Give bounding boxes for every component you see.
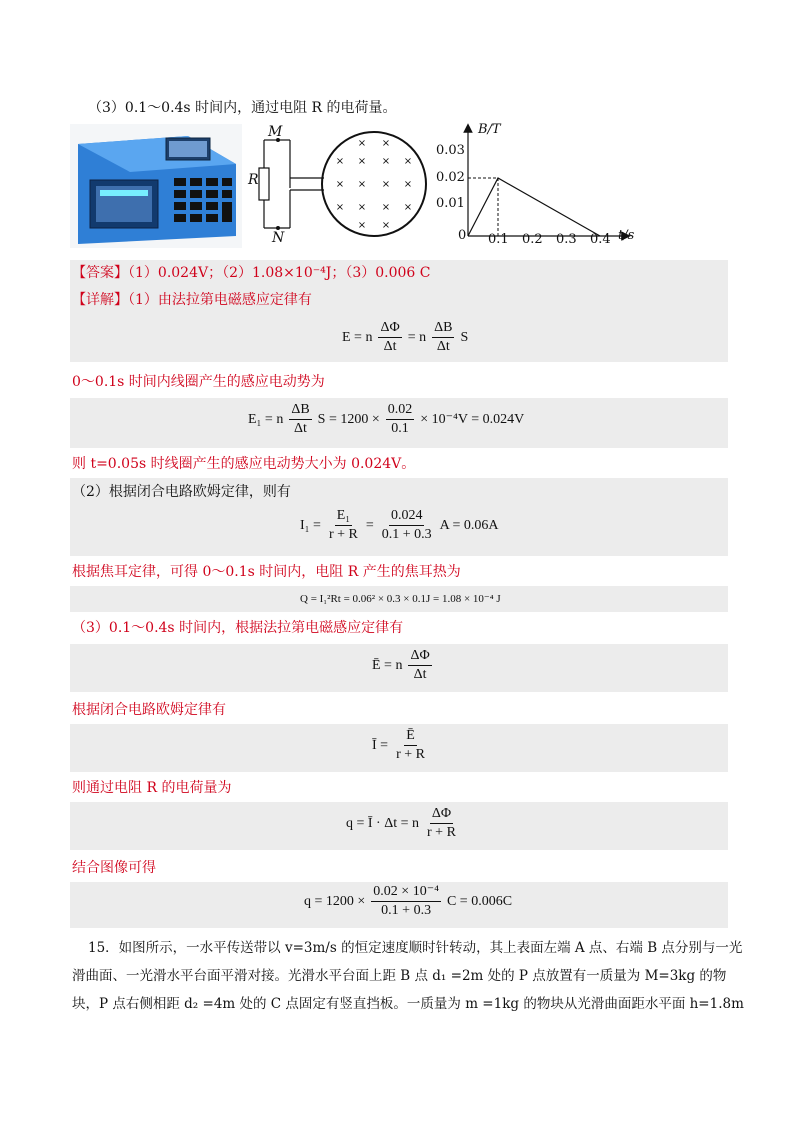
svg-text:×: × — [357, 138, 367, 149]
svg-text:×: × — [403, 179, 413, 190]
x-axis-label: t/s — [618, 228, 635, 243]
y-tick: 0.03 — [436, 143, 465, 158]
origin-label: 0 — [458, 228, 467, 243]
answer-text: （1）0.024V；（2）1.08×10⁻⁴J；（3）0.006 C — [128, 265, 431, 281]
y-axis-label: B/T — [478, 122, 501, 137]
problem15-line: 块，P 点右侧相距 d₂ =4m 处的 C 点固定有竖直挡板。一质量为 m =1kg 的物块从光滑曲面距水平面 h=1.8m — [72, 996, 744, 1012]
svg-text:×: × — [357, 156, 367, 167]
charge-text: 则通过电阻 R 的电荷量为 — [72, 780, 232, 796]
detail-tag: 【详解】 — [72, 292, 128, 308]
q3-text: （3）0.1～0.4s 时间内，根据法拉第电磁感应定律有 — [72, 620, 404, 636]
svg-text:×: × — [335, 179, 345, 190]
detail-text: （1）由法拉第电磁感应定律有 — [128, 292, 312, 308]
x-tick: 0.3 — [556, 232, 577, 247]
problem15-line: 15．如图所示，一水平传送带以 v=3m/s 的恒定速度顺时针转动，其上表面左端 A 点、右端 B 点分别与一光 — [88, 940, 743, 956]
equation-faraday: E = n $\frac{\Delta\Phi}{\Delta t}$ = n $\frac{\Delta B}{\Delta t}$ S — [342, 320, 469, 354]
svg-text:×: × — [335, 202, 345, 213]
x-tick: 0.2 — [522, 232, 543, 247]
equation-emf: E₁ = n $\frac{\Delta B}{\Delta t}$ S = 1200 × $\frac{0.02}{0.1}$ × 10⁻⁴V = 0.024V — [248, 402, 525, 436]
x-tick: 0.4 — [590, 232, 611, 247]
card-reader-photo — [70, 124, 242, 248]
ohm-text: 根据闭合电路欧姆定律有 — [72, 702, 226, 718]
svg-text:×: × — [357, 220, 367, 231]
equation-charge: q = Ī · Δt = n $\frac{\Delta\Phi}{r + R}$ — [346, 806, 456, 840]
q3-header: （3）0.1～0.4s 时间内，通过电阻 R 的电荷量。 — [88, 100, 397, 116]
y-tick: 0.01 — [436, 196, 465, 211]
label-n: N — [272, 230, 285, 246]
y-tick: 0.02 — [436, 170, 465, 185]
svg-text:×: × — [403, 202, 413, 213]
svg-text:×: × — [381, 202, 391, 213]
svg-text:×: × — [381, 156, 391, 167]
svg-text:×: × — [357, 202, 367, 213]
equation-avg-emf: Ē = n $\frac{\Delta\Phi}{\Delta t}$ — [372, 648, 430, 682]
equation-final: q = 1200 × $\frac{\text{0.02 × 10⁻⁴}}{0.1 + 0.3}$ C = 0.006C — [304, 884, 513, 918]
label-m: M — [268, 124, 283, 140]
label-r: R — [248, 172, 259, 188]
svg-text:×: × — [381, 179, 391, 190]
equation-avg-current: Ī = $\frac{Ē}{r + R}$ — [372, 728, 425, 762]
answer-tag: 【答案】 — [72, 265, 128, 281]
problem15-line: 滑曲面、一光滑水平台面平滑对接。光滑水平台面上距 B 点 d₁ =2m 处的 P 点放置有一质量为 M=3kg 的物 — [72, 968, 727, 984]
answer-line — [72, 263, 430, 283]
svg-text:×: × — [381, 220, 391, 231]
graph-text: 结合图像可得 — [72, 860, 156, 876]
cross-mark-icon — [336, 138, 412, 231]
svg-text:×: × — [403, 156, 413, 167]
equation-current: I₁ = $\frac{\text{E₁}}{r + R}$ = $\frac{0.024}{0.1 + 0.3}$ A = 0.06A — [300, 508, 499, 542]
svg-text:×: × — [357, 179, 367, 190]
svg-text:×: × — [335, 156, 345, 167]
emf-text: 0～0.1s 时间内线圈产生的感应电动势为 — [72, 374, 325, 390]
q2-text: （2）根据闭合电路欧姆定律，则有 — [72, 484, 291, 500]
x-tick: 0.1 — [488, 232, 509, 247]
svg-text:×: × — [381, 138, 391, 149]
detail-line — [72, 290, 312, 310]
bt-graph — [440, 122, 640, 250]
joule-text: 根据焦耳定律，可得 0～0.1s 时间内，电阻 R 产生的焦耳热为 — [72, 564, 461, 580]
result1-text: 则 t=0.05s 时线圈产生的感应电动势大小为 0.024V。 — [72, 456, 416, 472]
equation-joule: Q = I₁²Rt = 0.06² × 0.3 × 0.1J = 1.08 × 10⁻⁴ J — [300, 593, 501, 605]
